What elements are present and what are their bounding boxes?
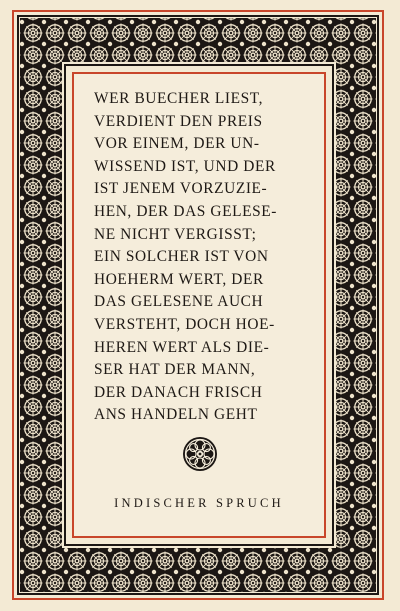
verse-line: ANS HANDELN GEHT: [94, 406, 258, 424]
verse-line: HEREN WERT ALS DIE-: [94, 338, 270, 356]
verse-line: VOR EINEM, DER UN-: [94, 135, 260, 153]
verse-line: WISSEND IST, UND DER: [94, 157, 276, 175]
verse-text: [94, 88, 314, 427]
attribution: INDISCHER SPRUCH: [114, 496, 284, 510]
verse-line: VERDIENT DEN PREIS: [94, 112, 263, 130]
verse-line: IST JENEM VORZUZIE-: [94, 180, 268, 198]
verse-line: VERSTEHT, DOCH HOE-: [94, 315, 275, 333]
verse-line: SER HAT DER MANN,: [94, 361, 256, 379]
verse-line: NE NICHT VERGISST;: [94, 225, 257, 243]
verse-line: DER DANACH FRISCH: [94, 383, 263, 401]
verse-line: HEN, DER DAS GELESE-: [94, 202, 277, 220]
verse-line: HOEHERM WERT, DER: [94, 270, 264, 288]
verse-line: DAS GELESENE AUCH: [94, 293, 264, 311]
verse-line: WER BUECHER LIEST,: [94, 90, 264, 107]
verse-line: EIN SOLCHER IST VON: [94, 248, 269, 266]
rosette-icon: [182, 436, 218, 472]
